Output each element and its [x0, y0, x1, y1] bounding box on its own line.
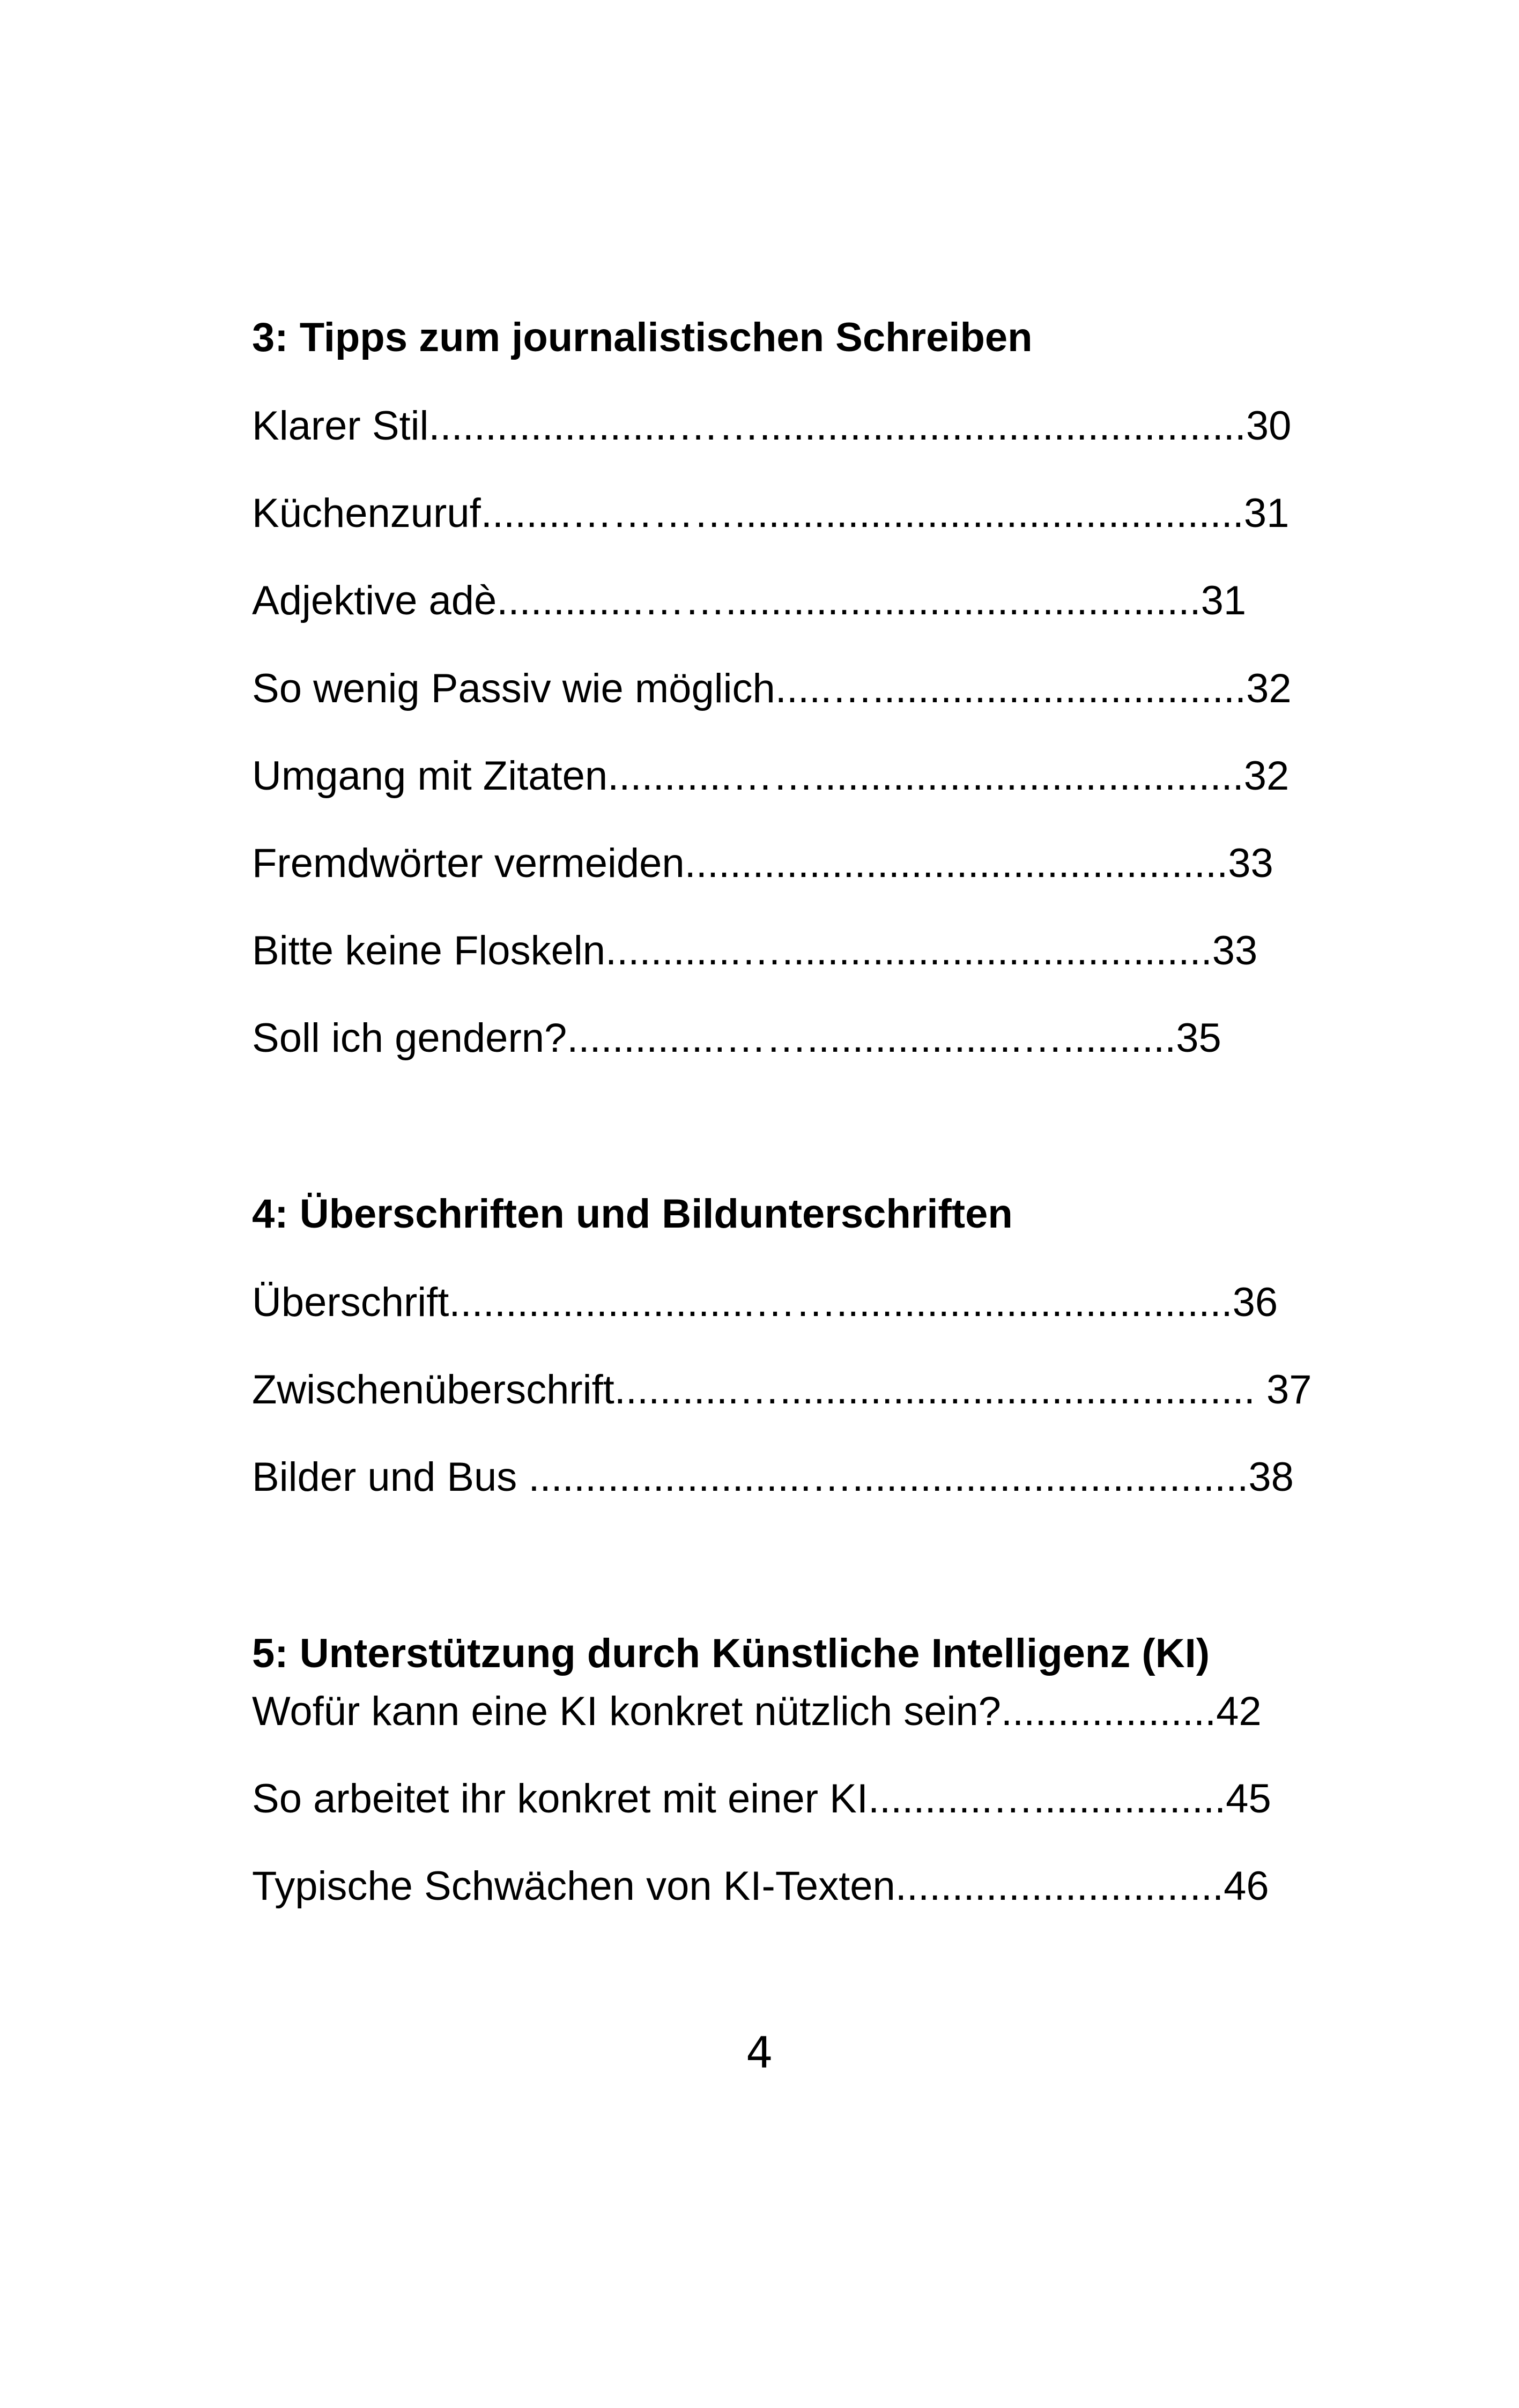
toc-entry-klarer-stil: Klarer Stil......................……...........................................30	[252, 403, 1292, 449]
toc-entry-kuechenzuruf: Küchenzuruf........………….............................................31	[252, 490, 1290, 536]
page-number: 4	[746, 2028, 773, 2078]
toc-entry-ueberschrift: Überschrift...........................……...................................36	[252, 1280, 1278, 1325]
toc-entry-ki-arbeiten: So arbeitet ihr konkret mit einer KI...........….................45	[252, 1776, 1271, 1822]
toc-entry-floskeln: Bitte keine Floskeln............…......................................33	[252, 928, 1258, 973]
toc-entry-passiv: So wenig Passiv wie möglich.....….................................32	[252, 666, 1292, 711]
toc-entry-zitate: Umgang mit Zitaten...........……......................................32	[252, 753, 1290, 799]
toc-entry-fremdwoerter: Fremdwörter vermeiden................................................33	[252, 841, 1273, 886]
section-4-heading: 4: Überschriften und Bildunterschriften	[252, 1191, 1013, 1237]
toc-entry-zwischenueberschrift: Zwischenüberschrift...........….......................................... 37	[252, 1367, 1312, 1413]
toc-entry-gendern: Soll ich gendern?..............……...................…..........35	[252, 1015, 1221, 1061]
section-3-heading: 3: Tipps zum journalistischen Schreiben	[252, 315, 1033, 360]
toc-entry-bilder-bus: Bilder und Bus .........................…...................................38	[252, 1454, 1294, 1500]
toc-entry-ki-schwaechen: Typische Schwächen von KI-Texten.............................46	[252, 1863, 1269, 1909]
toc-entry-adjektive: Adjektive adè.............……..........................................31	[252, 578, 1247, 623]
toc-entry-ki-nuetzlich: Wofür kann eine KI konkret nützlich sein?...................42	[252, 1689, 1262, 1734]
section-5-heading: 5: Unterstützung durch Künstliche Intelligenz (KI)	[252, 1631, 1210, 1676]
